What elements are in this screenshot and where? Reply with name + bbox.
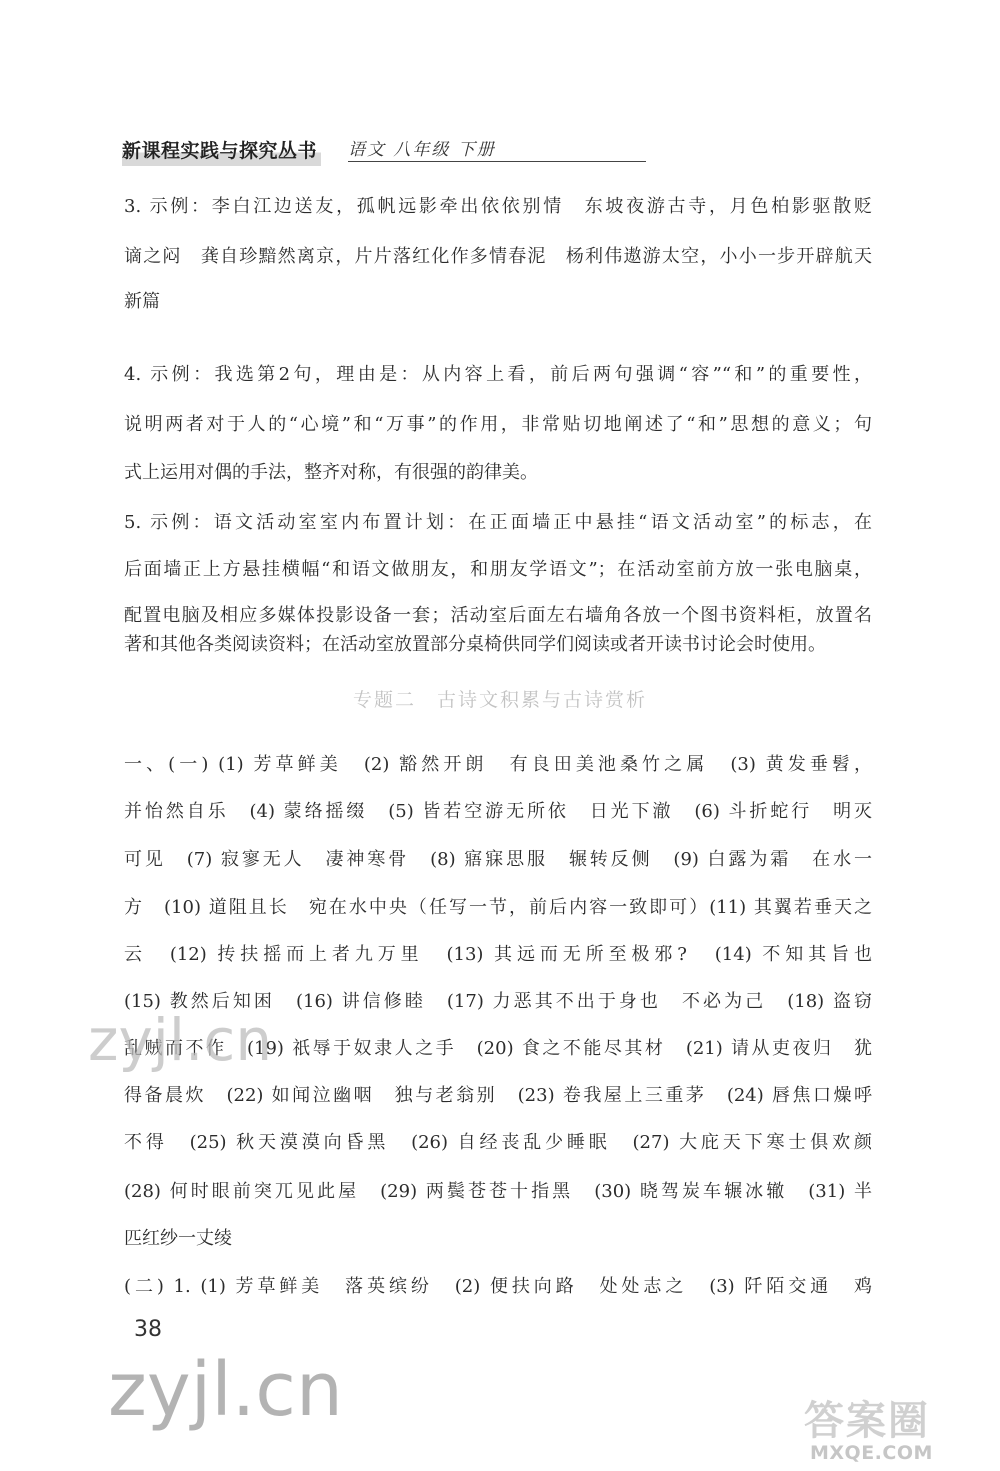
text-line: 3. 示例：李白江边送友，孤帆远影牵出依依别情 东坡夜游古寺，月色柏影驱散贬 [124, 196, 872, 217]
text-line: 配置电脑及相应多媒体投影设备一套；活动室后面左右墙角各放一个图书资料柜，放置名 [124, 605, 872, 626]
text-line: 5. 示例：语文活动室室内布置计划：在正面墙正中悬挂“语文活动室”的标志，在 [124, 512, 872, 533]
answer-line: 方 (10) 道阻且长 宛在水中央（任写一节，前后内容一致即可）(11) 其翼若垂天之 [124, 897, 872, 918]
watermark-logo [804, 1398, 990, 1464]
answer-line: 得备晨炊 (22) 如闻泣幽咽 独与老翁别 (23) 卷我屋上三重茅 (24) 唇焦口燥呼 [124, 1085, 872, 1106]
watermark-text: zyjl.cn [88, 1006, 273, 1074]
text-line: 说明两者对于人的“心境”和“万事”的作用，非常贴切地阐述了“和”思想的意义；句 [124, 414, 872, 435]
answer-line: 一、(一) (1) 芳草鲜美 (2) 豁然开朗 有良田美池桑竹之属 (3) 黄发垂髫， [124, 754, 872, 775]
header-rule [348, 161, 646, 162]
answer-line: 不得 (25) 秋天漠漠向昏黑 (26) 自经丧乱少睡眠 (27) 大庇天下寒士俱欢颜 [124, 1132, 872, 1153]
text-line: 著和其他各类阅读资料；在活动室放置部分桌椅供同学们阅读或者开读书讨论会时使用。 [124, 634, 826, 655]
answer-line: (二) 1. (1) 芳草鲜美 落英缤纷 (2) 便扶向路 处处志之 (3) 阡陌交通 鸡 [124, 1276, 872, 1297]
answer-line: 可见 (7) 寂寥无人 凄神寒骨 (8) 寤寐思服 辗转反侧 (9) 白露为霜 在水一 [124, 849, 872, 870]
logo-mark: 答案圈 [804, 1398, 930, 1444]
answer-line: (28) 何时眼前突兀见此屋 (29) 两鬓苍苍十指黑 (30) 晓驾炭车辗冰辙 (31) 半 [124, 1181, 872, 1202]
text-line: 新篇 [124, 291, 160, 312]
text-line: 后面墙正上方悬挂横幅“和语文做朋友，和朋友学语文”；在活动室前方放一张电脑桌， [124, 559, 872, 580]
text-line: 4. 示例：我选第2句，理由是：从内容上看，前后两句强调“容”“和”的重要性， [124, 364, 872, 385]
text-line: 式上运用对偶的手法，整齐对称，有很强的韵律美。 [124, 462, 538, 483]
watermark-text: zyjl.cn [108, 1347, 343, 1433]
subject-grade-label: 语文 八年级 下册 [348, 140, 496, 160]
text-line: 谪之闷 龚自珍黯然离京，片片落红化作多情春泥 杨利伟遨游太空，小小一步开辟航天 [124, 246, 872, 267]
answer-line: 云 (12) 抟扶摇而上者九万里 (13) 其远而无所至极邪? (14) 不知其旨也 [124, 944, 872, 965]
series-title: 新课程实践与探究丛书 [122, 136, 321, 166]
section-heading: 专题二 古诗文积累与古诗赏析 [352, 689, 647, 711]
answer-line: 乱贼而不作 (19) 祇辱于奴隶人之手 (20) 食之不能尽其材 (21) 请从吏夜归 犹 [124, 1038, 872, 1059]
page-number: 38 [134, 1317, 162, 1342]
running-header [122, 136, 527, 166]
answer-line: (15) 教然后知困 (16) 讲信修睦 (17) 力恶其不出于身也 不必为己 (18) 盗窃 [124, 991, 872, 1012]
logo-url: MXQE.COM [810, 1442, 933, 1464]
answer-line: 匹红纱一丈绫 [124, 1228, 232, 1249]
answer-line: 并怡然自乐 (4) 蒙络摇缀 (5) 皆若空游无所依 日光下澈 (6) 斗折蛇行 明灭 [124, 801, 872, 822]
